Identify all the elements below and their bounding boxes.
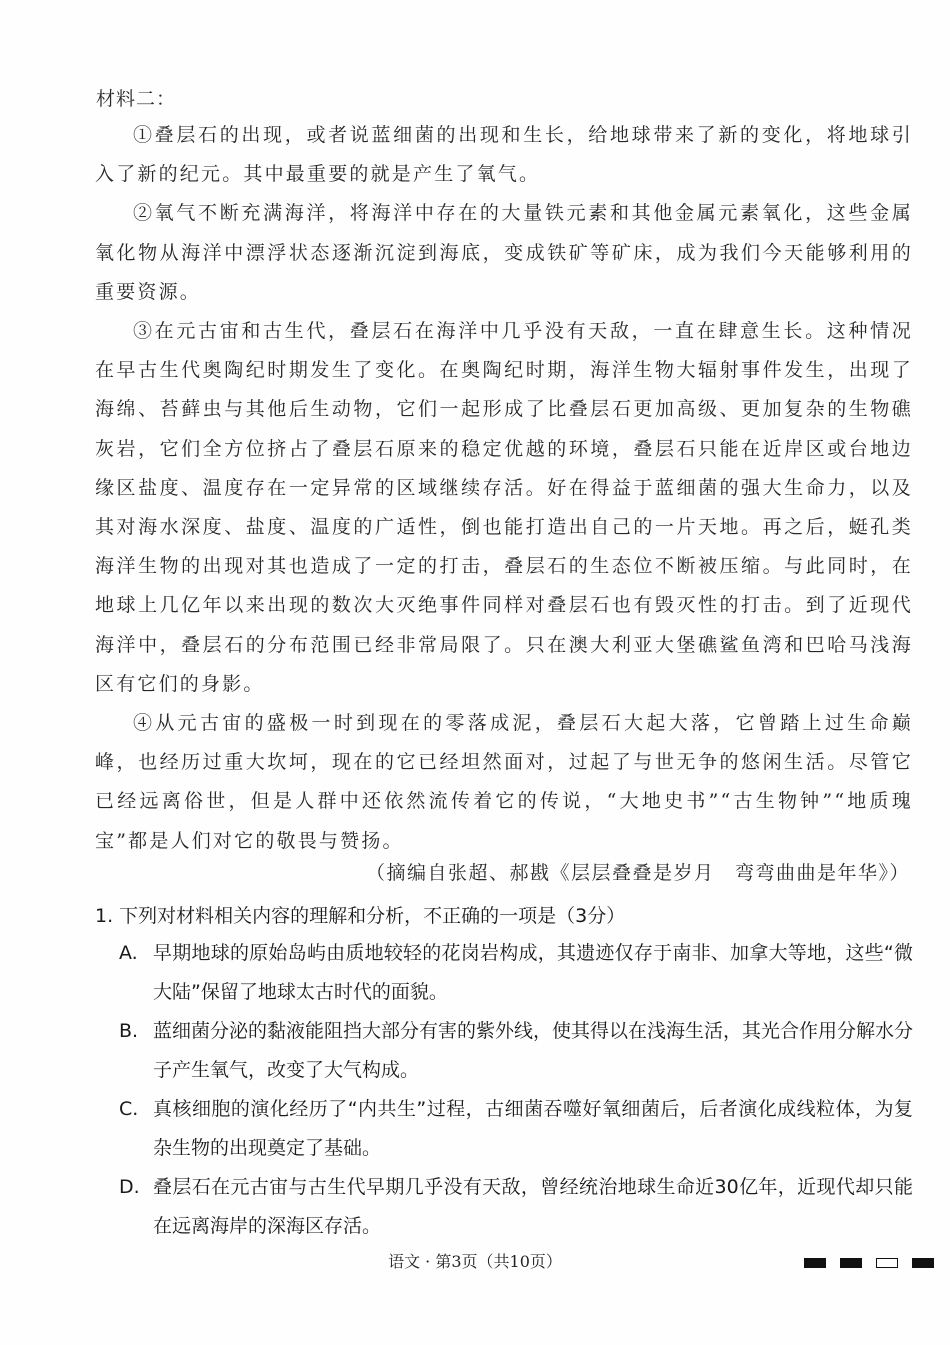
paragraph-1: ①叠层石的出现，或者说蓝细菌的出现和生长，给地球带来了新的变化，将地球引入了新的纪元。其中最重要的就是产生了氧气。 — [95, 124, 913, 186]
page-footer: 语文 · 第3页（共10页） — [388, 1252, 562, 1271]
option-letter: C. — [119, 1098, 139, 1120]
paragraph-2: ②氧气不断充满海洋，将海洋中存在的大量铁元素和其他金属元素氧化，这些金属氧化物从海洋中漂浮状态逐渐沉淀到海底，变成铁矿等矿床，成为我们今天能够利用的重要资源。 — [95, 202, 913, 303]
registration-marks — [804, 1258, 934, 1268]
question-1 — [95, 898, 913, 1246]
option-c — [95, 1090, 913, 1168]
question-stem: 1. 下列对材料相关内容的理解和分析，不正确的一项是（3分） — [95, 905, 626, 927]
option-text: 真核细胞的演化经历了“内共生”过程，古细菌吞噬好氧细菌后，后者演化成线粒体，为复杂生物的出现奠定了基础。 — [153, 1098, 913, 1159]
option-a — [95, 934, 913, 1012]
option-b — [95, 1012, 913, 1090]
hollow-block-icon — [876, 1258, 898, 1268]
option-letter: B. — [119, 1020, 139, 1042]
source-citation: （摘编自张超、郝戡《层层叠叠是岁月 弯弯曲曲是年华》） — [365, 862, 910, 884]
filled-block-icon — [912, 1258, 934, 1268]
material-title: 材料二： — [96, 88, 177, 110]
passage — [95, 116, 913, 861]
option-letter: D. — [119, 1176, 140, 1198]
filled-block-icon — [804, 1258, 826, 1268]
option-d — [95, 1168, 913, 1246]
paragraph-3: ③在元古宙和古生代，叠层石在海洋中几乎没有天敌，一直在肆意生长。这种情况在早古生代奥陶纪时期发生了变化。在奥陶纪时期，海洋生物大辐射事件发生，出现了海绵、苔藓虫与其他后生动物，它们一起形成了比叠层石更加高级、更加复杂的生物礁灰岩，它们全方位挤占了叠层石原来的稳定优越的环境，叠层石只能在近岸区或台地边缘区盐度、温度存在一定异常的区域继续存活。好在得益于蓝细菌的强大生命力，以及其对海水深度、盐度、温度的广适性，倒也能打造出自己的一片天地。再之后，蜓孔类海洋生物的出现对其也造成了一定的打击，叠层石的生态位不断被压缩。与此同时，在地球上几亿年以来出现的数次大灭绝事件同样对叠层石也有毁灭性的打击。到了近现代海洋中，叠层石的分布范围已经非常局限了。只在澳大利亚大堡礁鲨鱼湾和巴哈马浅海区有它们的身影。 — [95, 320, 913, 695]
option-letter: A. — [119, 942, 138, 964]
paragraph-4: ④从元古宙的盛极一时到现在的零落成泥，叠层石大起大落，它曾踏上过生命巅峰，也经历过重大坎坷，现在的它已经坦然面对，过起了与世无争的悠闲生活。尽管它已经远离俗世，但是人群中还依然流传着它的传说，“大地史书”“古生物钟”“地质瑰宝”都是人们对它的敬畏与赞扬。 — [95, 712, 913, 852]
option-text: 叠层石在元古宙与古生代早期几乎没有天敌，曾经统治地球生命近30亿年，近现代却只能在远离海岸的深海区存活。 — [153, 1176, 913, 1237]
option-text: 蓝细菌分泌的黏液能阻挡大部分有害的紫外线，使其得以在浅海生活，其光合作用分解水分子产生氧气，改变了大气构成。 — [153, 1020, 914, 1081]
filled-block-icon — [840, 1258, 862, 1268]
option-text: 早期地球的原始岛屿由质地较轻的花岗岩构成，其遗迹仅存于南非、加拿大等地，这些“微大陆”保留了地球太古时代的面貌。 — [153, 942, 913, 1003]
